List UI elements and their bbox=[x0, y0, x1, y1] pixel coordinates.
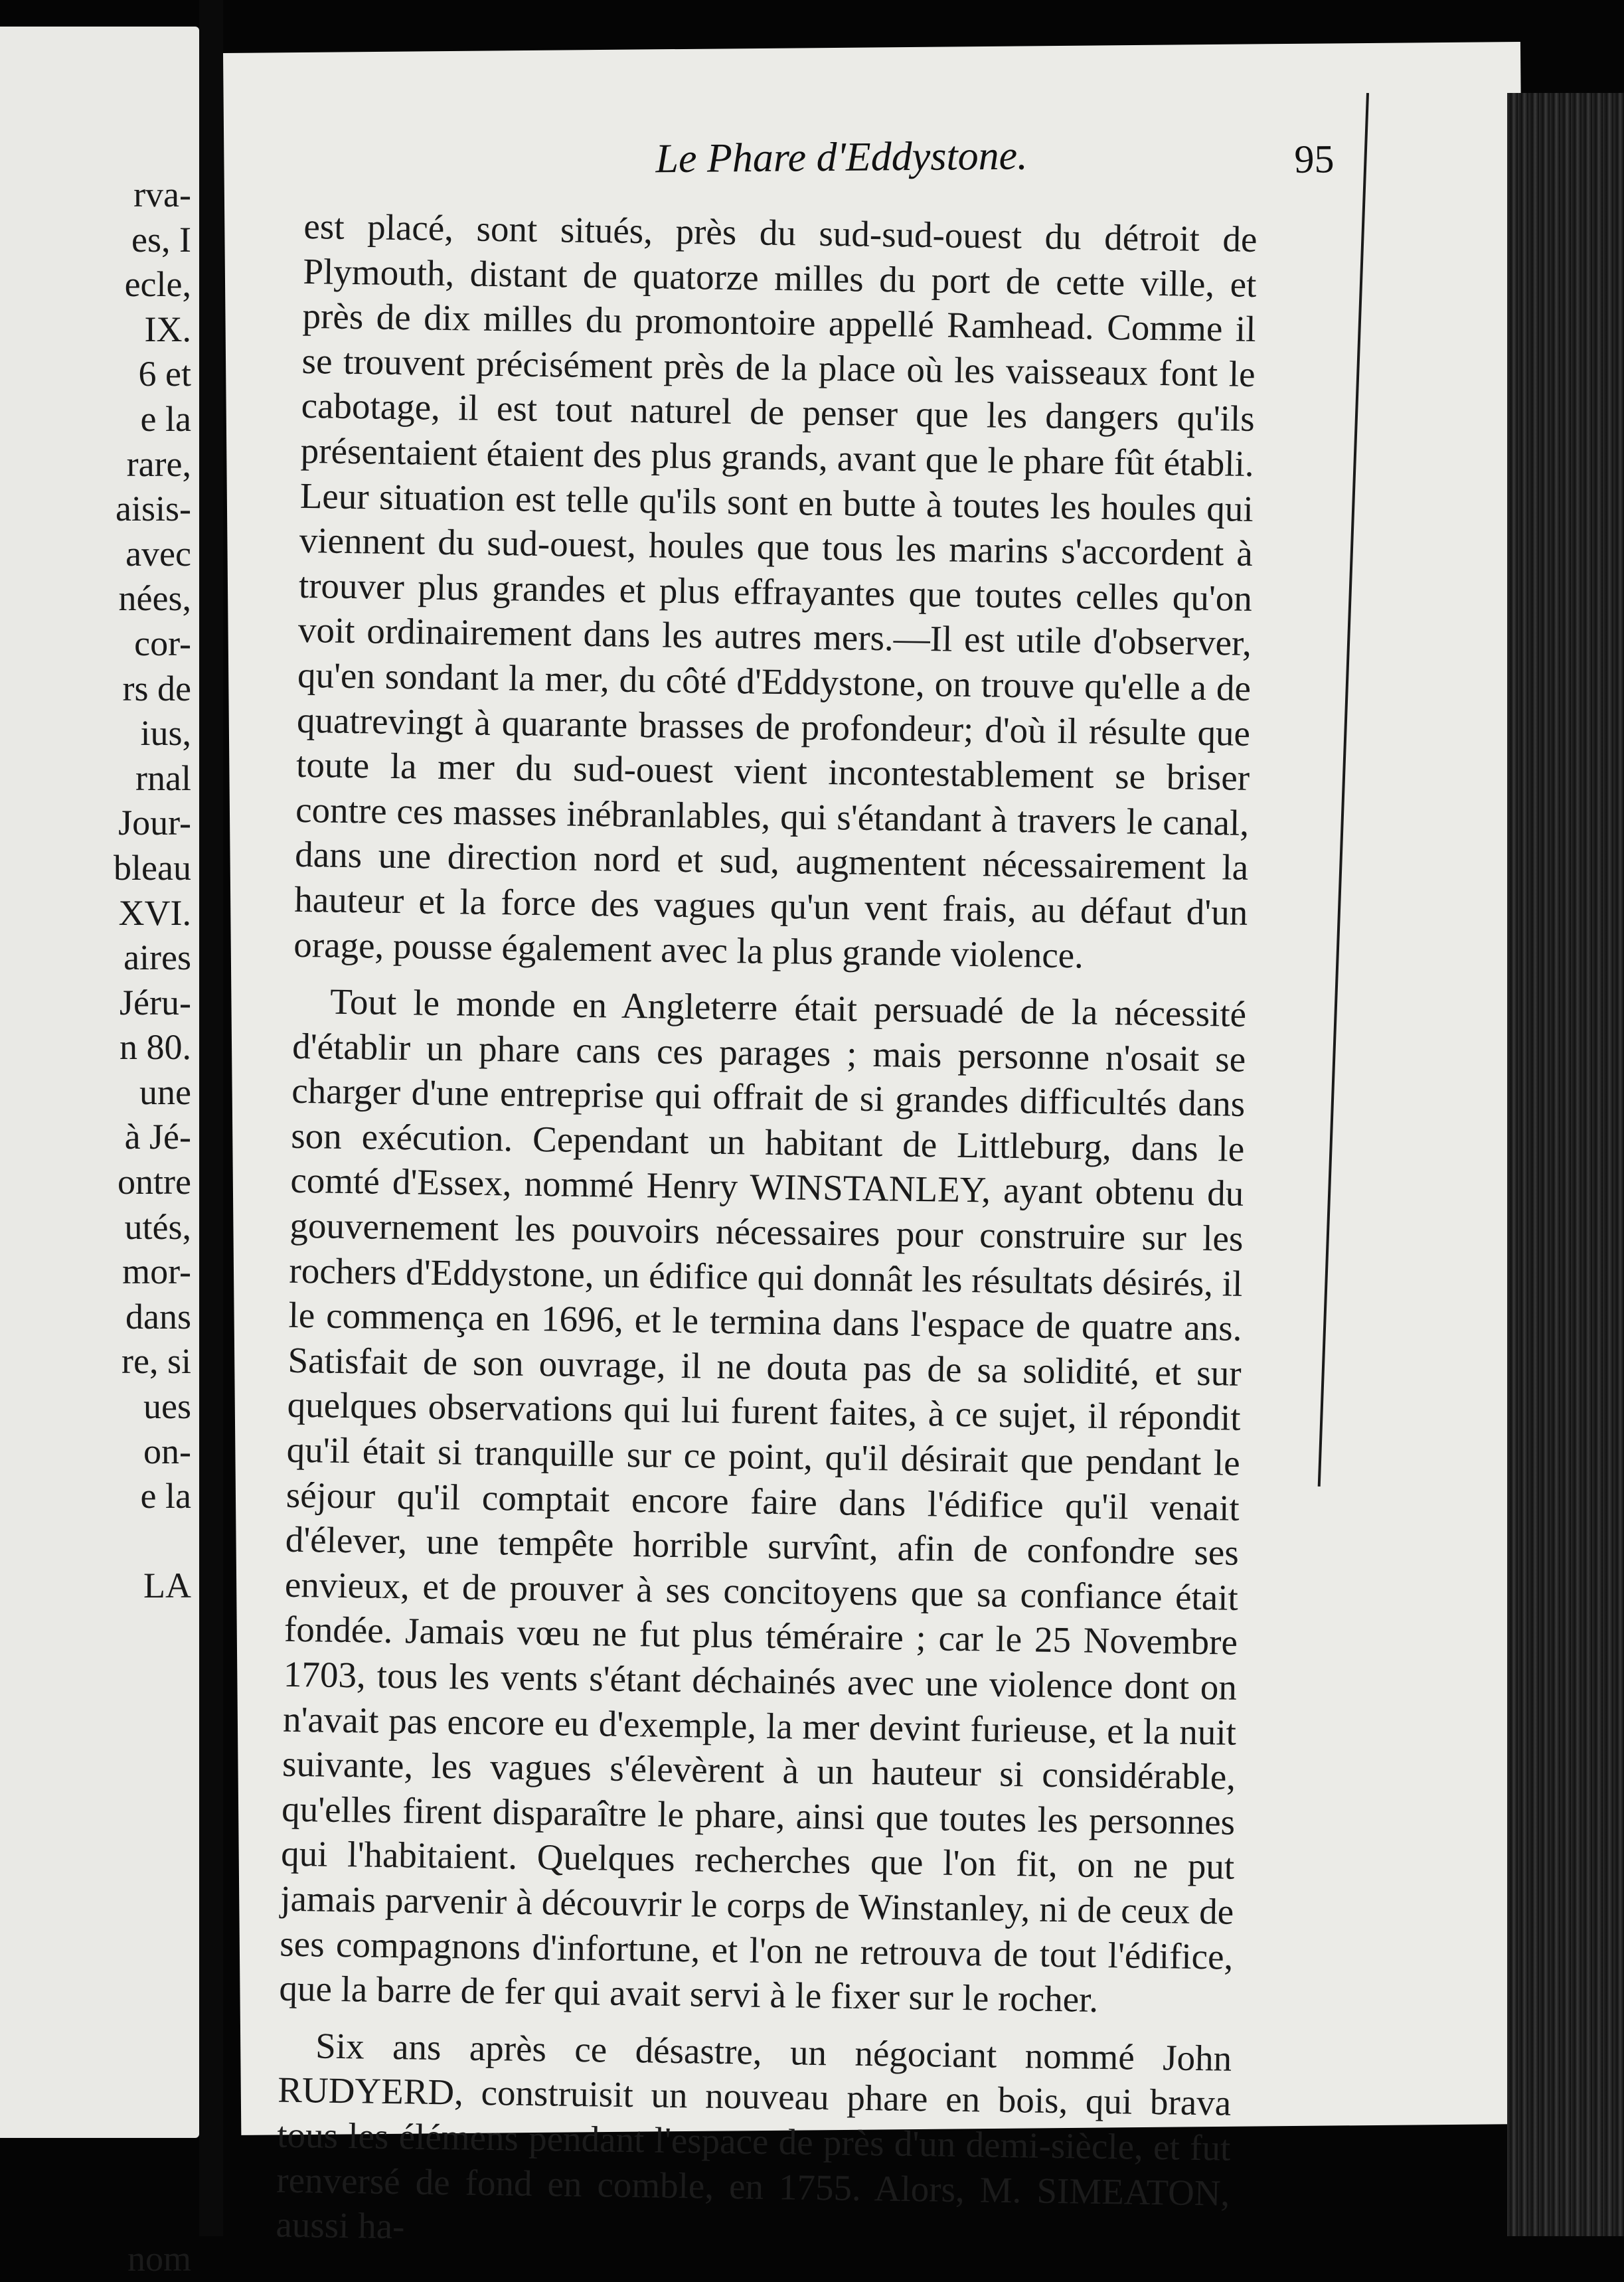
left-line-fragment: e la bbox=[140, 1476, 191, 1516]
left-line-fragment: Jéru- bbox=[120, 982, 191, 1022]
left-line-fragment bbox=[114, 1878, 191, 1923]
left-line-fragment: mor- bbox=[122, 1252, 191, 1292]
body-text bbox=[276, 204, 1258, 2260]
paragraph-2: Tout le monde en Angleterre était persuadé de la nécessité d'établir un phare cans ces parages ; mais personne n'osait se charger d'une entreprise qui offrait de si grandes difficultés dans son exécution. Cependant un habitant de Littleburg, dans le comté d'Essex, nommé Henry WINSTANLEY, ayant obtenu du gouvernement les pouvoirs nécessaires pour construire sur les rochers d'Eddystone, un édifice qui donnât les résultats désirés, il le commença en 1696, et le termina dans l'espace de quatre ans. Satisfait de son ouvrage, il ne douta pas de sa solidité, et sur quelques observations qui lui furent faites, à ce sujet, il répondit qu'il était si tranquille sur ce point, qu'il désirait que pendant le séjour qu'il comptait encore faire dans l'édifice qu'il venait d'élever, une tempête horrible survînt, afin de confondre ses envieux, et de prouver à ses concitoyens que sa confiance était fondée. Jamais vœu ne fut plus téméraire ; car le 25 Novembre 1703, tous les vents s'étant déchainés avec une violence dont on n'avait pas encore eu d'exemple, la mer devint furieuse, et la nuit suivante, les vagues s'élevèrent à un hauteur si considérable, qu'elles firent disparaître le phare, ainsi que toutes les personnes qui l'habitaient. Quelques recherches que l'on fit, on ne put jamais parvenir à découvrir le corps de Winstanley, ni de ceux de ses compagnons d'infortune, et l'on ne retrouva de tout l'édifice, que la barre de fer qui avait servi à le fixer sur le rocher. bbox=[279, 981, 1247, 2020]
left-line-fragment bbox=[114, 2058, 191, 2103]
left-line-fragment: nom bbox=[127, 2239, 191, 2279]
left-line-fragment: bleau bbox=[114, 847, 191, 888]
header-title: Le Phare d'Eddystone. bbox=[655, 133, 1028, 182]
left-line-fragment: LA bbox=[143, 1566, 191, 1606]
left-line-fragment: utés, bbox=[124, 1206, 191, 1247]
left-line-fragment: rare, bbox=[126, 444, 191, 484]
left-line-fragment bbox=[114, 1788, 191, 1833]
left-line-fragment: ecle, bbox=[124, 264, 191, 305]
left-line-fragment: rs de bbox=[122, 668, 191, 708]
left-line-fragment: es, I bbox=[131, 219, 191, 260]
left-line-fragment bbox=[114, 2103, 191, 2148]
left-line-fragment: ius, bbox=[140, 713, 191, 754]
left-line-fragment: rnal bbox=[135, 758, 191, 798]
left-line-fragment: 6 et bbox=[138, 354, 191, 394]
left-line-fragment: dans bbox=[125, 1296, 191, 1337]
left-line-fragment bbox=[114, 1654, 191, 1699]
left-line-fragment: n 80. bbox=[120, 1027, 191, 1068]
left-line-fragment: on- bbox=[143, 1431, 191, 1471]
left-line-fragment: IX. bbox=[144, 309, 191, 349]
left-line-fragment: e la bbox=[140, 398, 191, 439]
left-line-fragment: Jour- bbox=[118, 803, 191, 843]
left-line-fragment: avec bbox=[125, 533, 191, 574]
left-line-fragment bbox=[114, 1609, 191, 1654]
page-number: 95 bbox=[1294, 137, 1335, 181]
left-line-fragment: cor- bbox=[134, 623, 191, 663]
left-line-fragment bbox=[114, 1833, 191, 1878]
left-line-fragment: aires bbox=[123, 937, 191, 978]
left-line-fragment bbox=[114, 1744, 191, 1789]
left-facing-page bbox=[0, 27, 199, 2279]
left-line-fragment: à Jé- bbox=[124, 1117, 191, 1157]
left-line-fragment bbox=[114, 1968, 191, 2013]
left-line-fragment: XVI. bbox=[118, 892, 191, 933]
book-gutter bbox=[199, 0, 223, 2236]
left-line-fragment bbox=[114, 1519, 191, 1564]
page-fore-edge bbox=[1507, 93, 1624, 2236]
left-line-fragment: nées, bbox=[118, 578, 191, 619]
running-head bbox=[224, 128, 1522, 199]
right-page bbox=[223, 42, 1538, 2247]
left-line-fragment bbox=[114, 2012, 191, 2058]
left-line-fragment bbox=[114, 2192, 191, 2238]
left-line-fragment: une bbox=[139, 1072, 191, 1112]
left-line-fragment: rva- bbox=[133, 175, 191, 214]
paragraph-1: est placé, sont situés, près du sud-sud-ouest du détroit de Plymouth, distant de quatorze milles du port de cette ville, et près de dix milles du promontoire appellé Ramhead. Comme il se trouvent précisément près de la place où les vaisseaux font le cabotage, il est tout naturel de penser que les dangers qu'ils présentaient étaient des plus grands, avant que le phare fût établi. Leur situation est telle qu'ils sont en butte à toutes les houles qui viennent du sud-ouest, houles que tous les marins s'accordent à trouver plus grandes et plus effrayantes que toutes celles qu'on voit ordinairement dans les autres mers.—Il est utile d'observer, qu'en sondant la mer, du côté d'Eddystone, on trouve qu'elle a de quatrevingt à quarante brasses de profondeur; d'où il résulte que toute la mer du sud-ouest vient incontestablement se briser contre ces masses inébranlables, qui s'étandant à travers le canal, dans une direction nord et sud, augmentent nécessairement la hauteur et la force des vagues qu'un vent frais, au défaut d'un orage, pousse également avec la plus grande violence. bbox=[293, 205, 1258, 975]
left-line-fragment bbox=[114, 1698, 191, 1744]
left-line-fragment bbox=[114, 2147, 191, 2192]
left-line-fragment: aisis- bbox=[116, 489, 191, 529]
left-line-fragment bbox=[114, 1923, 191, 1968]
left-line-fragment: ontre bbox=[118, 1162, 191, 1202]
left-line-fragment: re, si bbox=[122, 1341, 191, 1382]
paragraph-3: Six ans après ce désastre, un négociant nommé John RUDYERD, construisit un nouveau phare en bois, qui brava tous les élémens pendant l'espace de près d'un demi-siècle, et fut renversé de fond en comble, en 1755. Alors, M. SIMEATON, aussi ha- bbox=[276, 2025, 1232, 2247]
left-page-text-fragments bbox=[114, 173, 191, 2282]
left-line-fragment: ues bbox=[143, 1386, 191, 1427]
